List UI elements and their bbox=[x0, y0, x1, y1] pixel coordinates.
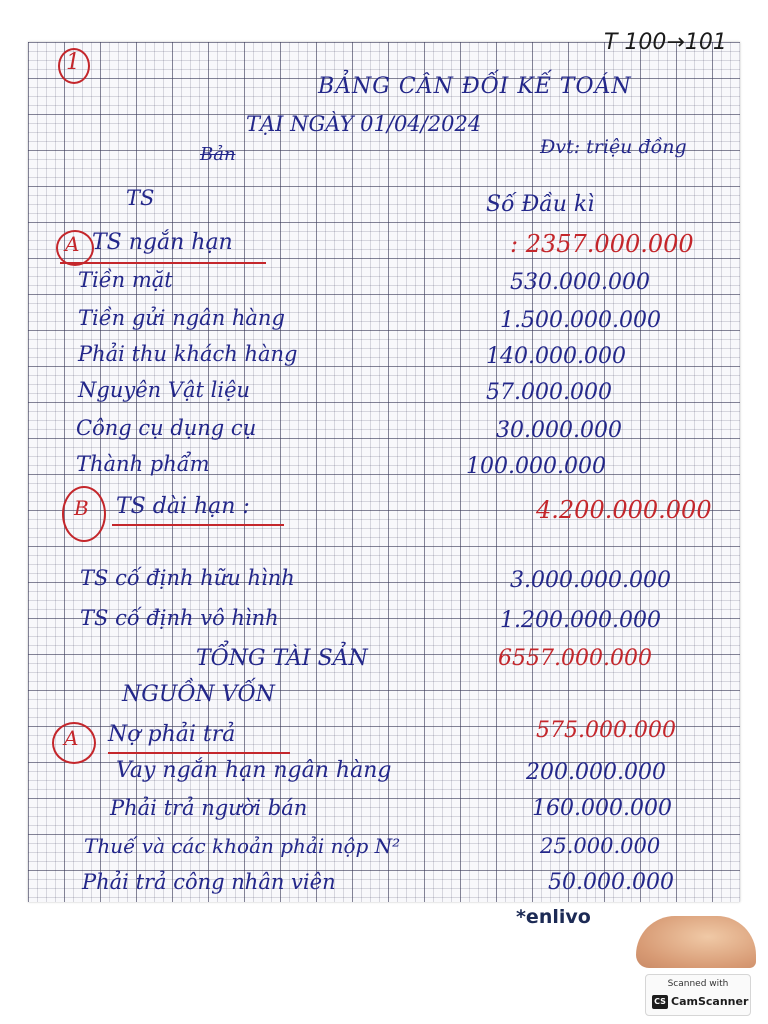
unit-label: Đvt: triệu đồng bbox=[540, 136, 687, 158]
asset-row-name: TS cố định vô hình bbox=[80, 606, 279, 630]
assets-column-header: TS bbox=[126, 186, 155, 210]
asset-row-value: 3.000.000.000 bbox=[510, 568, 671, 593]
section-b-total: 4.200.000.000 bbox=[536, 496, 712, 524]
liability-row-name: Thuế và các khoản phải nộp N² bbox=[84, 834, 401, 858]
liabilities-label: Nợ phải trả bbox=[108, 722, 236, 747]
asset-row-value: 100.000.000 bbox=[466, 454, 606, 479]
asset-row-name: Phải thu khách hàng bbox=[78, 342, 298, 366]
asset-row-name: Tiền gửi ngân hàng bbox=[78, 306, 285, 330]
asset-row-value: 1.500.000.000 bbox=[500, 308, 661, 333]
asset-row-name: TS cố định hữu hình bbox=[80, 566, 295, 590]
scanned-with-text: Scanned with bbox=[667, 979, 729, 989]
section-b-marker: B bbox=[74, 496, 89, 520]
section-b-underline bbox=[112, 524, 284, 526]
struck-word: Bản bbox=[200, 144, 236, 165]
liabilities-underline bbox=[108, 752, 290, 754]
liability-row-name: Phải trả công nhân viên bbox=[82, 870, 336, 894]
asset-row-value: 57.000.000 bbox=[486, 380, 612, 405]
section-a-underline bbox=[60, 262, 266, 264]
section-a-total: : 2357.000.000 bbox=[510, 230, 694, 258]
opening-balance-header: Số Đầu kì bbox=[486, 192, 595, 217]
page-number: T 100→101 bbox=[604, 30, 727, 55]
date-line: TẠI NGÀY 01/04/2024 bbox=[246, 112, 482, 136]
section-a-marker: A bbox=[65, 232, 80, 256]
asset-row-name: Tiền mặt bbox=[78, 268, 173, 292]
section-a-label: TS ngắn hạn bbox=[92, 230, 233, 255]
liability-row-value: 25.000.000 bbox=[540, 834, 661, 858]
asset-row-value: 30.000.000 bbox=[496, 418, 622, 443]
camscanner-badge bbox=[645, 974, 751, 1016]
liability-row-value: 160.000.000 bbox=[532, 796, 672, 821]
liability-row-value: 50.000.000 bbox=[548, 870, 674, 895]
total-assets-label: TỔNG TÀI SẢN bbox=[196, 646, 368, 671]
asset-row-name: Thành phẩm bbox=[76, 452, 210, 476]
camscanner-name: CamScanner bbox=[671, 995, 749, 1008]
liability-row-name: Vay ngắn hạn ngân hàng bbox=[116, 758, 392, 783]
liability-row-name: Phải trả người bán bbox=[110, 796, 308, 820]
thumb-photo bbox=[636, 916, 756, 968]
section-b-label: TS dài hạn : bbox=[116, 494, 250, 519]
total-assets-value: 6557.000.000 bbox=[498, 646, 652, 671]
liabilities-marker: A bbox=[64, 726, 79, 750]
item-number: 1 bbox=[66, 50, 80, 75]
asset-row-name: Nguyên Vật liệu bbox=[78, 378, 251, 402]
asset-row-name: Công cụ dụng cụ bbox=[76, 416, 257, 440]
asset-row-value: 140.000.000 bbox=[486, 344, 626, 369]
liability-row-value: 200.000.000 bbox=[526, 760, 666, 785]
camscanner-logo-icon: CS bbox=[652, 995, 668, 1009]
enlivo-watermark: *enlivo bbox=[516, 906, 591, 928]
liabilities-total: 575.000.000 bbox=[536, 718, 676, 743]
asset-row-value: 530.000.000 bbox=[510, 270, 650, 295]
sheet-title: BẢNG CÂN ĐỐI KẾ TOÁN bbox=[318, 74, 632, 99]
asset-row-value: 1.200.000.000 bbox=[500, 608, 661, 633]
capital-sources-heading: NGUỒN VỐN bbox=[122, 682, 275, 707]
